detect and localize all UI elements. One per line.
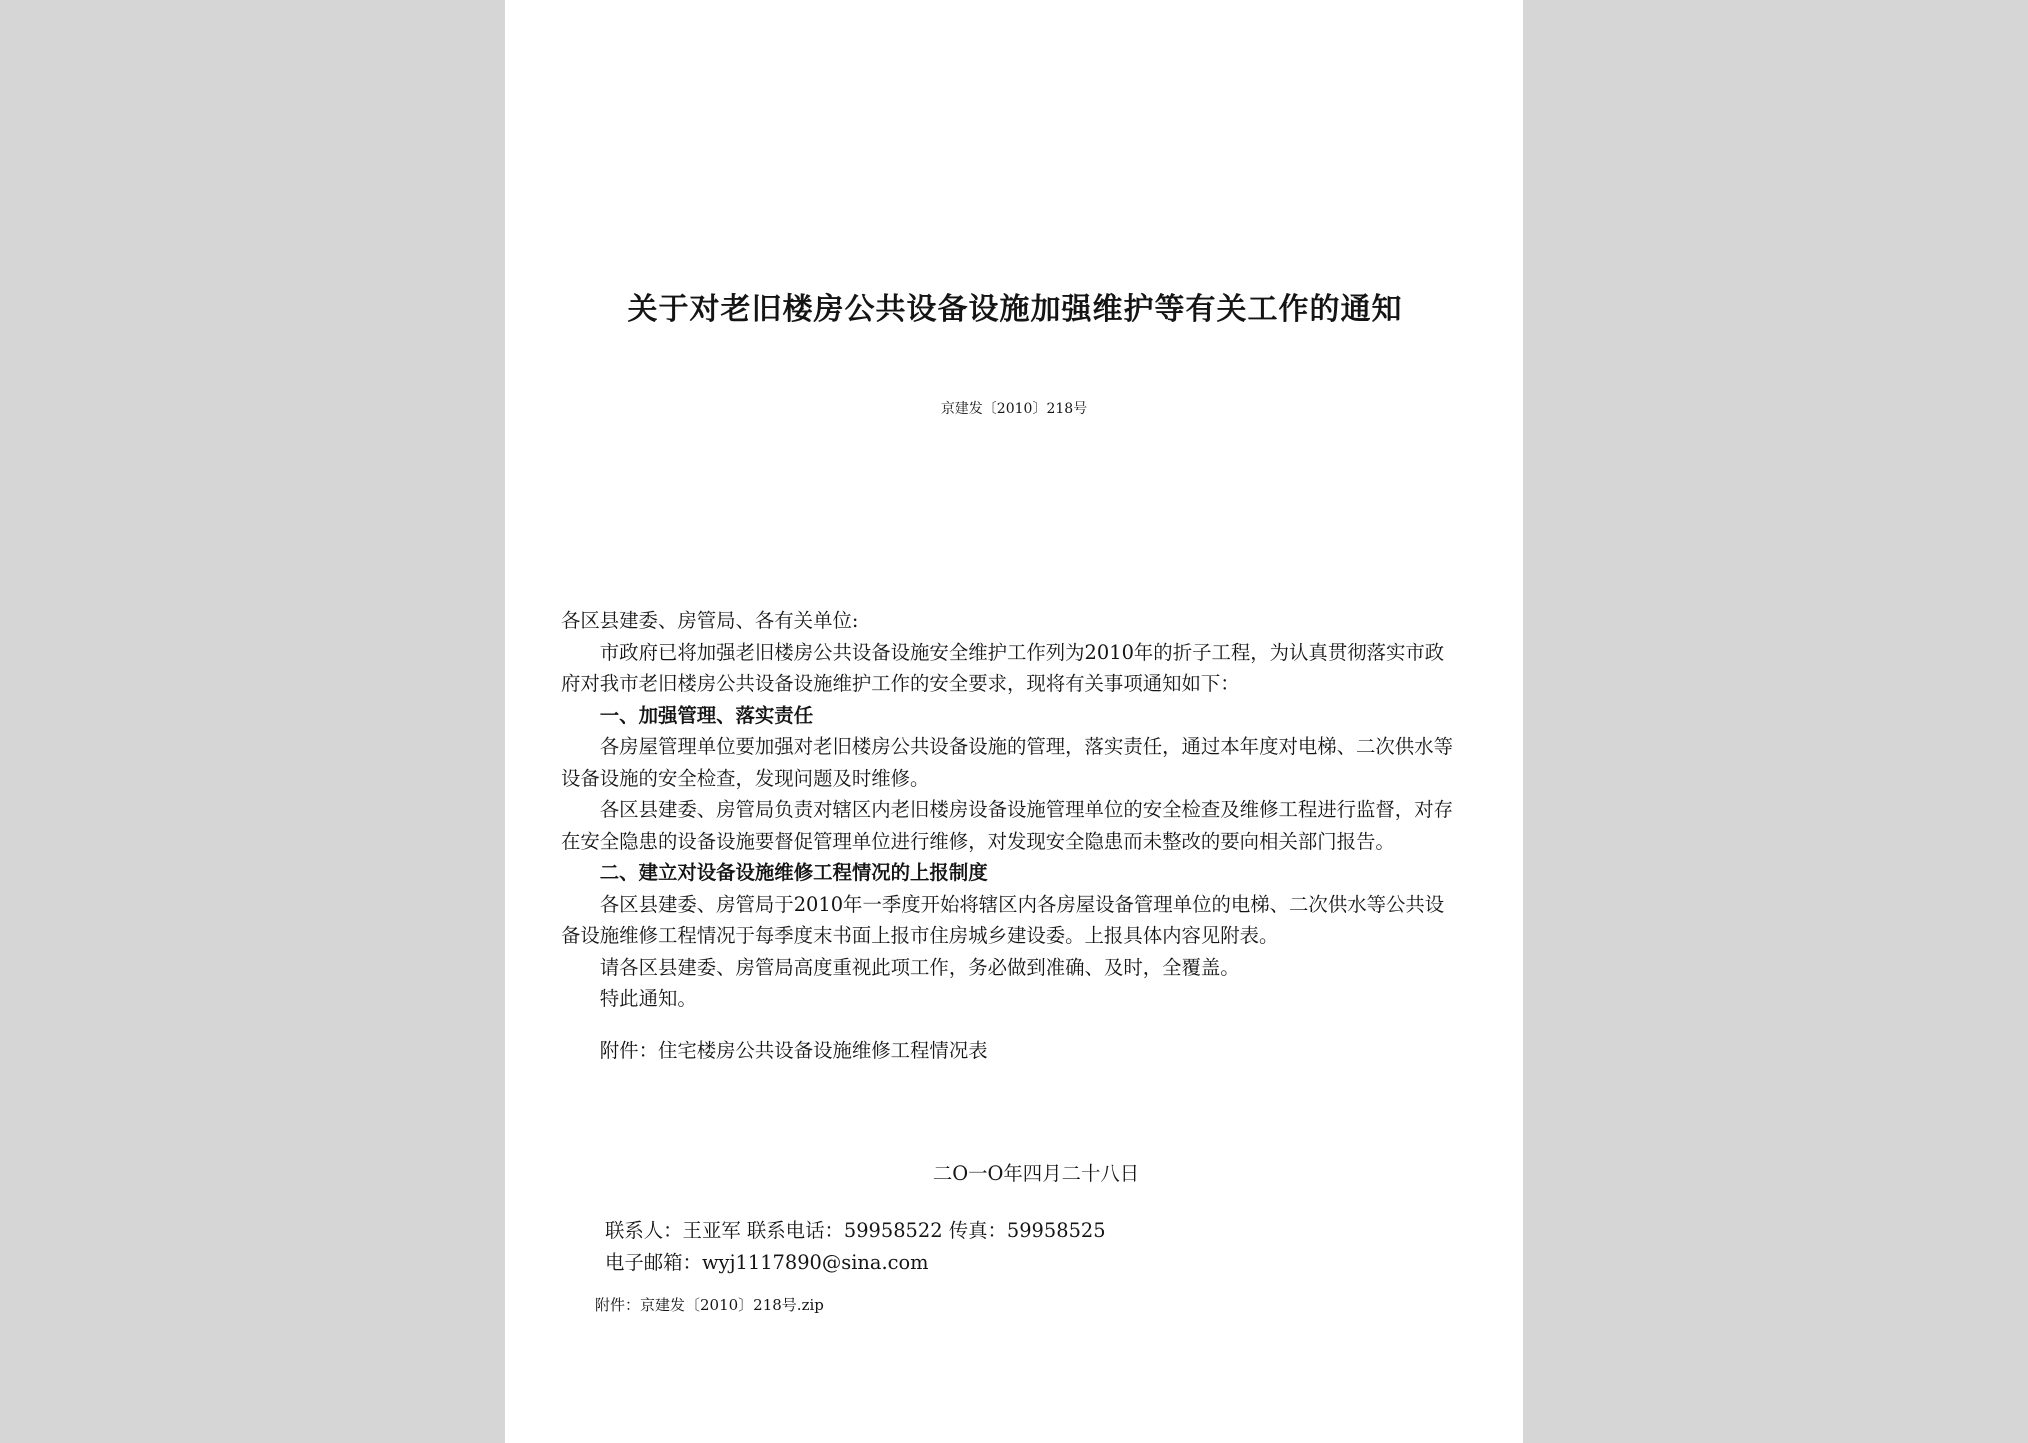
document-title: 关于对老旧楼房公共设备设施加强维护等有关工作的通知 <box>627 292 1403 327</box>
section-1-paragraph-2: 各区县建委、房管局负责对辖区内老旧楼房设备设施管理单位的安全检查及维修工程进行监督，对存在安全隐患的设备设施要督促管理单位进行维修，对发现安全隐患而未整改的要向相关部门报告。 <box>561 798 1453 853</box>
contact-line: 联系人：王亚军 联系电话：59958522 传真：59958525 <box>605 1219 1106 1242</box>
document-number: 京建发〔2010〕218号 <box>940 401 1088 417</box>
section-2-paragraph-1: 各区县建委、房管局于2010年一季度开始将辖区内各房屋设备管理单位的电梯、二次供水等公共设备设施维修工程情况于每季度末书面上报市住房城乡建设委。上报具体内容见附表。 <box>561 892 1445 947</box>
issue-date: 二O一O年四月二十八日 <box>932 1162 1140 1185</box>
request-paragraph: 请各区县建委、房管局高度重视此项工作，务必做到准确、及时，全覆盖。 <box>599 955 1240 979</box>
contact-block <box>605 1215 1106 1279</box>
document-page <box>505 0 1523 1443</box>
recipient-line: 各区县建委、房管局、各有关单位: <box>561 609 859 632</box>
attachment-line: 附件：住宅楼房公共设备设施维修工程情况表 <box>599 1038 988 1062</box>
email-line: 电子邮箱：wyj1117890@sina.com <box>605 1251 929 1274</box>
attachment-file-link[interactable]: 附件：京建发〔2010〕218号.zip <box>595 1296 824 1314</box>
section-2-heading: 二、建立对设备设施维修工程情况的上报制度 <box>599 861 988 884</box>
document-body <box>561 605 1461 1066</box>
section-1-paragraph-1: 各房屋管理单位要加强对老旧楼房公共设备设施的管理，落实责任，通过本年度对电梯、二次供水等设备设施的安全检查，发现问题及时维修。 <box>561 735 1453 790</box>
section-1-heading: 一、加强管理、落实责任 <box>599 703 814 727</box>
closing-line: 特此通知。 <box>599 987 697 1010</box>
intro-paragraph: 市政府已将加强老旧楼房公共设备设施安全维护工作列为2010年的折子工程，为认真贯彻落实市政府对我市老旧楼房公共设备设施维护工作的安全要求，现将有关事项通知如下： <box>561 640 1445 695</box>
